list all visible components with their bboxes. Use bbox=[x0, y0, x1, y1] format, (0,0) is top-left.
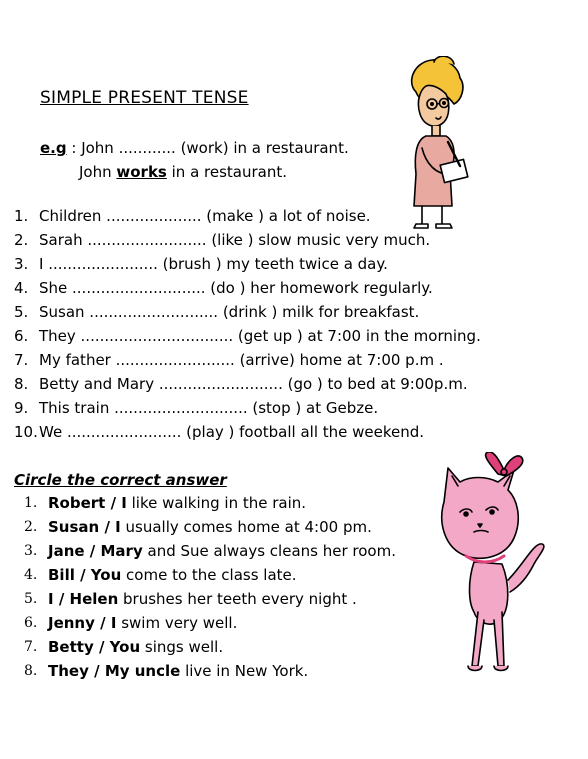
item-text: My father ......................... (arrive) home at 7:00 p.m . bbox=[39, 351, 444, 369]
choice-separator: / bbox=[105, 494, 122, 512]
choice-option-2: Helen bbox=[69, 590, 119, 608]
exercise-2-item bbox=[24, 491, 396, 515]
example-line-2 bbox=[79, 163, 287, 181]
exercise-2-item bbox=[24, 587, 396, 611]
exercise-2-item bbox=[24, 515, 396, 539]
exercise-1-item bbox=[14, 327, 481, 351]
exercise-2-item bbox=[24, 635, 396, 659]
example-line-1 bbox=[40, 139, 349, 157]
item-number: 7. bbox=[14, 351, 29, 369]
item-text: This train ............................ (stop ) at Gebze. bbox=[39, 399, 379, 417]
item-text: like walking in the rain. bbox=[126, 494, 307, 512]
choice-option-2: You bbox=[90, 566, 122, 584]
exercise-1-item bbox=[14, 231, 481, 255]
item-number: 1. bbox=[24, 495, 38, 511]
item-number: 6. bbox=[14, 327, 29, 345]
choice-option-1: They bbox=[48, 662, 89, 680]
exercise-1-item bbox=[14, 303, 481, 327]
item-text: Susan ........................... (drink ) milk for breakfast. bbox=[39, 303, 420, 321]
example-line-2-post: in a restaurant. bbox=[166, 163, 288, 181]
item-text: live in New York. bbox=[180, 662, 309, 680]
item-text: sings well. bbox=[140, 638, 224, 656]
item-number: 3. bbox=[14, 255, 29, 273]
choice-option-2: Mary bbox=[100, 542, 143, 560]
choice-option-2: I bbox=[115, 518, 121, 536]
item-text: usually comes home at 4:00 pm. bbox=[120, 518, 372, 536]
item-text: Betty and Mary .......................... (go ) to bed at 9:00p.m. bbox=[39, 375, 468, 393]
exercise-2-item bbox=[24, 539, 396, 563]
exercise-2-item bbox=[24, 611, 396, 635]
exercise-1-item bbox=[14, 399, 481, 423]
example-line-2-pre: John bbox=[79, 163, 117, 181]
section-2-title: Circle the correct answer bbox=[14, 471, 227, 489]
choice-option-1: Betty bbox=[48, 638, 94, 656]
item-number: 1. bbox=[14, 207, 29, 225]
item-number: 7. bbox=[24, 639, 38, 655]
shoe-left bbox=[414, 224, 428, 228]
choice-separator: / bbox=[74, 566, 91, 584]
choice-option-2: I bbox=[121, 494, 127, 512]
exercise-1-item bbox=[14, 255, 481, 279]
exercise-1-list bbox=[14, 207, 481, 447]
item-number: 2. bbox=[24, 519, 38, 535]
choice-separator: / bbox=[88, 662, 105, 680]
exercise-2-item bbox=[24, 563, 396, 587]
choice-option-2: You bbox=[109, 638, 141, 656]
cat-feet bbox=[468, 666, 508, 671]
legs-shape bbox=[422, 206, 442, 224]
choice-separator: / bbox=[84, 542, 101, 560]
woman-writing-illustration bbox=[396, 56, 486, 232]
choice-separator: / bbox=[53, 590, 70, 608]
item-text: Sarah ......................... (like ) slow music very much. bbox=[39, 231, 431, 249]
choice-option-1: Susan bbox=[48, 518, 100, 536]
item-number: 5. bbox=[14, 303, 29, 321]
item-number: 4. bbox=[14, 279, 29, 297]
item-number: 2. bbox=[14, 231, 29, 249]
item-text: come to the class late. bbox=[121, 566, 297, 584]
exercise-2-item bbox=[24, 659, 396, 683]
choice-option-1: Jane bbox=[48, 542, 85, 560]
item-number: 3. bbox=[24, 543, 38, 559]
example-verb: works bbox=[116, 163, 167, 181]
item-text: and Sue always cleans her room. bbox=[142, 542, 396, 560]
item-text: Children .................... (make ) a lot of noise. bbox=[39, 207, 371, 225]
choice-option-1: I bbox=[48, 590, 54, 608]
choice-option-2: My uncle bbox=[104, 662, 181, 680]
item-text: She ............................ (do ) her homework regularly. bbox=[39, 279, 433, 297]
choice-option-1: Robert bbox=[48, 494, 106, 512]
item-number: 8. bbox=[14, 375, 29, 393]
cat-tail bbox=[508, 544, 544, 592]
page-title: SIMPLE PRESENT TENSE bbox=[40, 88, 249, 108]
choice-separator: / bbox=[94, 614, 111, 632]
exercise-1-item bbox=[14, 375, 481, 399]
example-line-1-text: : John ............ (work) in a restaurant. bbox=[66, 139, 349, 157]
exercise-1-item bbox=[14, 279, 481, 303]
choice-option-2: I bbox=[110, 614, 117, 632]
item-number: 5. bbox=[24, 591, 38, 607]
item-number: 9. bbox=[14, 399, 29, 417]
item-number: 8. bbox=[24, 663, 38, 679]
shoe-right bbox=[436, 224, 452, 228]
pink-cat-illustration bbox=[438, 452, 550, 692]
choice-separator: / bbox=[93, 638, 110, 656]
exercise-1-item bbox=[14, 351, 481, 375]
item-number: 6. bbox=[24, 615, 38, 631]
item-text: We ........................ (play ) football all the weekend. bbox=[39, 423, 425, 441]
example-label: e.g bbox=[40, 139, 67, 157]
item-number: 4. bbox=[24, 567, 38, 583]
item-text: brushes her teeth every night . bbox=[118, 590, 357, 608]
item-number: 10. bbox=[14, 423, 38, 441]
exercise-1-item bbox=[14, 423, 481, 447]
item-text: swim very well. bbox=[116, 614, 238, 632]
choice-option-1: Bill bbox=[48, 566, 75, 584]
item-text: I ....................... (brush ) my teeth twice a day. bbox=[39, 255, 388, 273]
choice-separator: / bbox=[99, 518, 116, 536]
exercise-2-list bbox=[24, 491, 396, 683]
choice-option-1: Jenny bbox=[48, 614, 95, 632]
face-shape bbox=[418, 85, 448, 126]
neck-shape bbox=[432, 126, 440, 136]
item-text: They ................................ (get up ) at 7:00 in the morning. bbox=[39, 327, 481, 345]
